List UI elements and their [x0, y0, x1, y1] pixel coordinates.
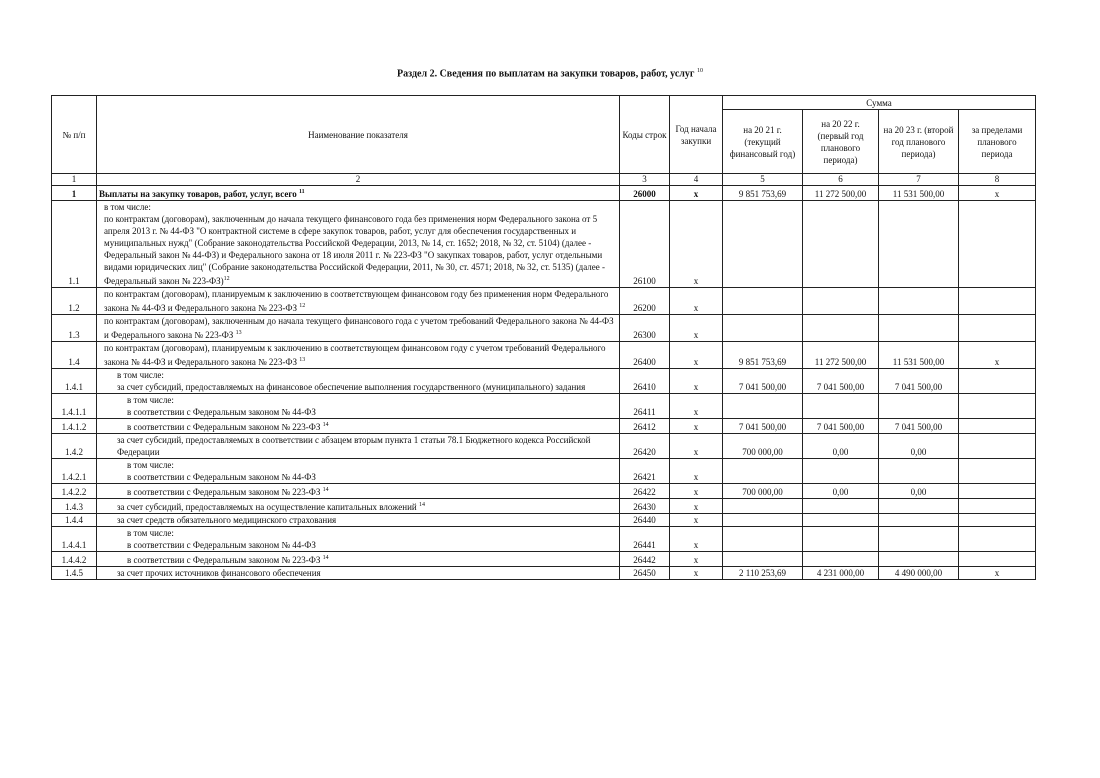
colnum: 8	[959, 174, 1036, 186]
colnum: 3	[620, 174, 670, 186]
header-y2023: на 20 23 г. (второй год планового периода)	[879, 110, 959, 174]
row-value-2021	[723, 288, 803, 315]
row-value-2021	[723, 499, 803, 514]
row-num: 1.4.2	[52, 434, 97, 459]
row-year: х	[670, 527, 723, 552]
row-year: х	[670, 434, 723, 459]
row-value-2022	[803, 514, 879, 527]
row-value-2023: 0,00	[879, 484, 959, 499]
row-prefix: в том числе:	[104, 202, 151, 212]
row-prefix: в том числе:	[117, 370, 164, 380]
row-name: за счет субсидий, предоставляемых в соответствии с абзацем вторым пункта 1 статьи 78.1 Бюджетного кодекса Российской Федерации	[117, 435, 591, 457]
row-footnote: 14	[322, 422, 329, 428]
row-year: х	[670, 315, 723, 342]
row-num: 1.4.4.2	[52, 552, 97, 567]
header-codes: Коды строк	[620, 96, 670, 174]
row-year: х	[670, 186, 723, 201]
colnum: 7	[879, 174, 959, 186]
table-row	[52, 459, 1036, 484]
row-num: 1.3	[52, 315, 97, 342]
row-name: по контрактам (договорам), заключенным до начала текущего финансового года с учетом требований Федерального закона № 44-ФЗ и Федерального закона № 223-ФЗ	[104, 316, 614, 340]
row-name: по контрактам (договорам), планируемым к заключению в соответствующем финансовом году с учетом требований Федерального закона № 44-ФЗ и Федерального закона № 223-ФЗ	[104, 343, 606, 367]
row-year: х	[670, 484, 723, 499]
row-value-2022: 0,00	[803, 484, 879, 499]
row-year: х	[670, 499, 723, 514]
header-y2021: на 20 21 г. (текущий финансовый год)	[723, 110, 803, 174]
row-name: за счет субсидий, предоставляемых на осуществление капитальных вложений	[117, 502, 417, 512]
colnum: 5	[723, 174, 803, 186]
row-name: в соответствии с Федеральным законом № 223-ФЗ	[127, 555, 321, 565]
table-row	[52, 342, 1036, 369]
row-num: 1.4	[52, 342, 97, 369]
row-value-2021	[723, 394, 803, 419]
row-value-2023: 0,00	[879, 434, 959, 459]
table-row	[52, 499, 1036, 514]
row-value-2023	[879, 315, 959, 342]
row-num: 1.4.5	[52, 567, 97, 580]
row-value-2022: 0,00	[803, 434, 879, 459]
row-num: 1.4.1	[52, 369, 97, 394]
row-value-2023: 7 041 500,00	[879, 419, 959, 434]
row-code: 26442	[620, 552, 670, 567]
header-name: Наименование показателя	[97, 96, 620, 174]
row-name: Выплаты на закупку товаров, работ, услуг, всего	[99, 189, 297, 199]
row-name: в соответствии с Федеральным законом № 44-ФЗ	[127, 407, 316, 417]
row-num: 1.1	[52, 201, 97, 288]
table-row	[52, 186, 1036, 201]
table-row	[52, 201, 1036, 288]
row-value-2023	[879, 459, 959, 484]
table-row	[52, 419, 1036, 434]
row-year: х	[670, 514, 723, 527]
row-value-2022	[803, 288, 879, 315]
row-num: 1.2	[52, 288, 97, 315]
row-footnote: 11	[298, 189, 305, 195]
row-year: х	[670, 342, 723, 369]
table-row	[52, 394, 1036, 419]
row-value-2022	[803, 552, 879, 567]
row-value-beyond	[959, 552, 1036, 567]
row-value-beyond: х	[959, 567, 1036, 580]
row-prefix: в том числе:	[127, 528, 174, 538]
row-code: 26440	[620, 514, 670, 527]
row-value-2022	[803, 459, 879, 484]
row-name: по контрактам (договорам), заключенным до начала текущего финансового года без применения норм Федерального закона от 5 апреля 2013 г. № 44-ФЗ "О контрактной системе в сфере закупок товаров, работ, услуг для обеспечения государственных и муниципальных нужд" (Собрание законодательства Российской Федерации, 2013, № 14, ст. 1652; 2018, № 32, ст. 5104) (далее - Федеральный закон № 44-ФЗ) и Федерального закона от 18 июля 2011 г. № 223-ФЗ "О закупках товаров, работ, услуг отдельными видами юридических лиц" (Собрание законодательства Российской Федерации, 2011, № 30, ст. 4571; 2018, № 32, ст. 5135) (далее - Федеральный закон № 223-ФЗ)	[104, 214, 606, 286]
row-footnote: 14	[418, 502, 425, 508]
table-row	[52, 567, 1036, 580]
row-footnote: 12	[223, 276, 230, 282]
row-name: за счет прочих источников финансового обеспечения	[117, 568, 321, 578]
table-row	[52, 369, 1036, 394]
row-footnote: 14	[322, 487, 329, 493]
row-value-beyond	[959, 369, 1036, 394]
row-code: 26410	[620, 369, 670, 394]
row-value-2022	[803, 527, 879, 552]
row-code: 26300	[620, 315, 670, 342]
row-code: 26430	[620, 499, 670, 514]
row-value-beyond	[959, 459, 1036, 484]
title-footnote: 10	[696, 68, 703, 74]
row-value-2023	[879, 514, 959, 527]
column-number-row	[52, 174, 1036, 186]
table-row	[52, 288, 1036, 315]
table-row	[52, 514, 1036, 527]
row-footnote: 12	[299, 303, 306, 309]
row-num: 1.4.4.1	[52, 527, 97, 552]
row-value-2021	[723, 527, 803, 552]
row-value-2021: 9 851 753,69	[723, 342, 803, 369]
row-year: х	[670, 369, 723, 394]
row-code: 26100	[620, 201, 670, 288]
table-row	[52, 484, 1036, 499]
row-value-beyond	[959, 201, 1036, 288]
table-row	[52, 315, 1036, 342]
row-prefix: в том числе:	[127, 460, 174, 470]
row-name: за счет субсидий, предоставляемых на финансовое обеспечение выполнения государственного (муниципального) задания	[117, 382, 586, 392]
row-name: в соответствии с Федеральным законом № 44-ФЗ	[127, 540, 316, 550]
table-row	[52, 552, 1036, 567]
row-num: 1.4.2.2	[52, 484, 97, 499]
row-value-2023	[879, 394, 959, 419]
row-value-beyond	[959, 434, 1036, 459]
row-name: по контрактам (договорам), планируемым к заключению в соответствующем финансовом году без применения норм Федерального закона № 44-ФЗ и Федерального закона № 223-ФЗ	[104, 289, 609, 313]
header-sum: Сумма	[723, 96, 1036, 110]
row-footnote: 13	[235, 330, 242, 336]
row-value-beyond	[959, 394, 1036, 419]
row-year: х	[670, 459, 723, 484]
row-num: 1.4.2.1	[52, 459, 97, 484]
row-name: в соответствии с Федеральным законом № 44-ФЗ	[127, 472, 316, 482]
row-value-2023: 4 490 000,00	[879, 567, 959, 580]
row-value-2023: 11 531 500,00	[879, 342, 959, 369]
row-num: 1.4.1.2	[52, 419, 97, 434]
row-value-2022: 7 041 500,00	[803, 419, 879, 434]
row-value-2022: 11 272 500,00	[803, 342, 879, 369]
row-num: 1.4.1.1	[52, 394, 97, 419]
header-y2022: на 20 22 г. (первый год планового периода)	[803, 110, 879, 174]
row-num: 1	[52, 186, 97, 201]
row-value-2021	[723, 552, 803, 567]
row-value-2021	[723, 315, 803, 342]
header-beyond: за пределами планового периода	[959, 110, 1036, 174]
header-num: № п/п	[52, 96, 97, 174]
row-value-2022: 7 041 500,00	[803, 369, 879, 394]
row-year: х	[670, 201, 723, 288]
row-code: 26422	[620, 484, 670, 499]
row-value-beyond	[959, 484, 1036, 499]
row-value-2022: 11 272 500,00	[803, 186, 879, 201]
title-text: Раздел 2. Сведения по выплатам на закупки товаров, работ, услуг	[397, 68, 695, 80]
row-value-beyond	[959, 527, 1036, 552]
row-name: в соответствии с Федеральным законом № 223-ФЗ	[127, 422, 321, 432]
row-num: 1.4.4	[52, 514, 97, 527]
row-year: х	[670, 419, 723, 434]
row-name: за счет средств обязательного медицинского страхования	[117, 515, 337, 525]
row-value-2023	[879, 527, 959, 552]
row-value-beyond	[959, 514, 1036, 527]
row-value-2023	[879, 288, 959, 315]
row-code: 26450	[620, 567, 670, 580]
row-value-2022	[803, 394, 879, 419]
row-code: 26441	[620, 527, 670, 552]
row-code: 26411	[620, 394, 670, 419]
row-value-2021	[723, 201, 803, 288]
payments-table	[51, 95, 1036, 580]
row-footnote: 14	[322, 555, 329, 561]
row-value-2022	[803, 315, 879, 342]
row-value-2021	[723, 459, 803, 484]
row-value-2021: 700 000,00	[723, 484, 803, 499]
row-prefix: в том числе:	[127, 395, 174, 405]
row-value-2022	[803, 499, 879, 514]
row-code: 26421	[620, 459, 670, 484]
table-row	[52, 434, 1036, 459]
row-value-2022: 4 231 000,00	[803, 567, 879, 580]
row-num: 1.4.3	[52, 499, 97, 514]
row-value-2022	[803, 201, 879, 288]
colnum: 6	[803, 174, 879, 186]
row-year: х	[670, 567, 723, 580]
row-value-beyond	[959, 499, 1036, 514]
row-value-2021	[723, 514, 803, 527]
row-footnote: 13	[299, 357, 306, 363]
page-title	[0, 68, 1100, 79]
row-value-2023: 11 531 500,00	[879, 186, 959, 201]
row-value-2023: 7 041 500,00	[879, 369, 959, 394]
row-code: 26400	[620, 342, 670, 369]
row-code: 26412	[620, 419, 670, 434]
row-value-beyond: х	[959, 342, 1036, 369]
row-value-2021: 7 041 500,00	[723, 369, 803, 394]
row-value-2021: 700 000,00	[723, 434, 803, 459]
row-value-beyond: х	[959, 186, 1036, 201]
row-value-2023	[879, 552, 959, 567]
colnum: 2	[97, 174, 620, 186]
row-value-2023	[879, 499, 959, 514]
header-year: Год начала закупки	[670, 96, 723, 174]
row-value-2021: 2 110 253,69	[723, 567, 803, 580]
row-code: 26200	[620, 288, 670, 315]
table-row	[52, 527, 1036, 552]
row-year: х	[670, 552, 723, 567]
row-value-beyond	[959, 315, 1036, 342]
row-value-2023	[879, 201, 959, 288]
row-value-2021: 9 851 753,69	[723, 186, 803, 201]
row-code: 26000	[620, 186, 670, 201]
row-value-2021: 7 041 500,00	[723, 419, 803, 434]
row-year: х	[670, 288, 723, 315]
row-value-beyond	[959, 288, 1036, 315]
row-code: 26420	[620, 434, 670, 459]
row-value-beyond	[959, 419, 1036, 434]
colnum: 1	[52, 174, 97, 186]
colnum: 4	[670, 174, 723, 186]
row-year: х	[670, 394, 723, 419]
row-name: в соответствии с Федеральным законом № 223-ФЗ	[127, 487, 321, 497]
